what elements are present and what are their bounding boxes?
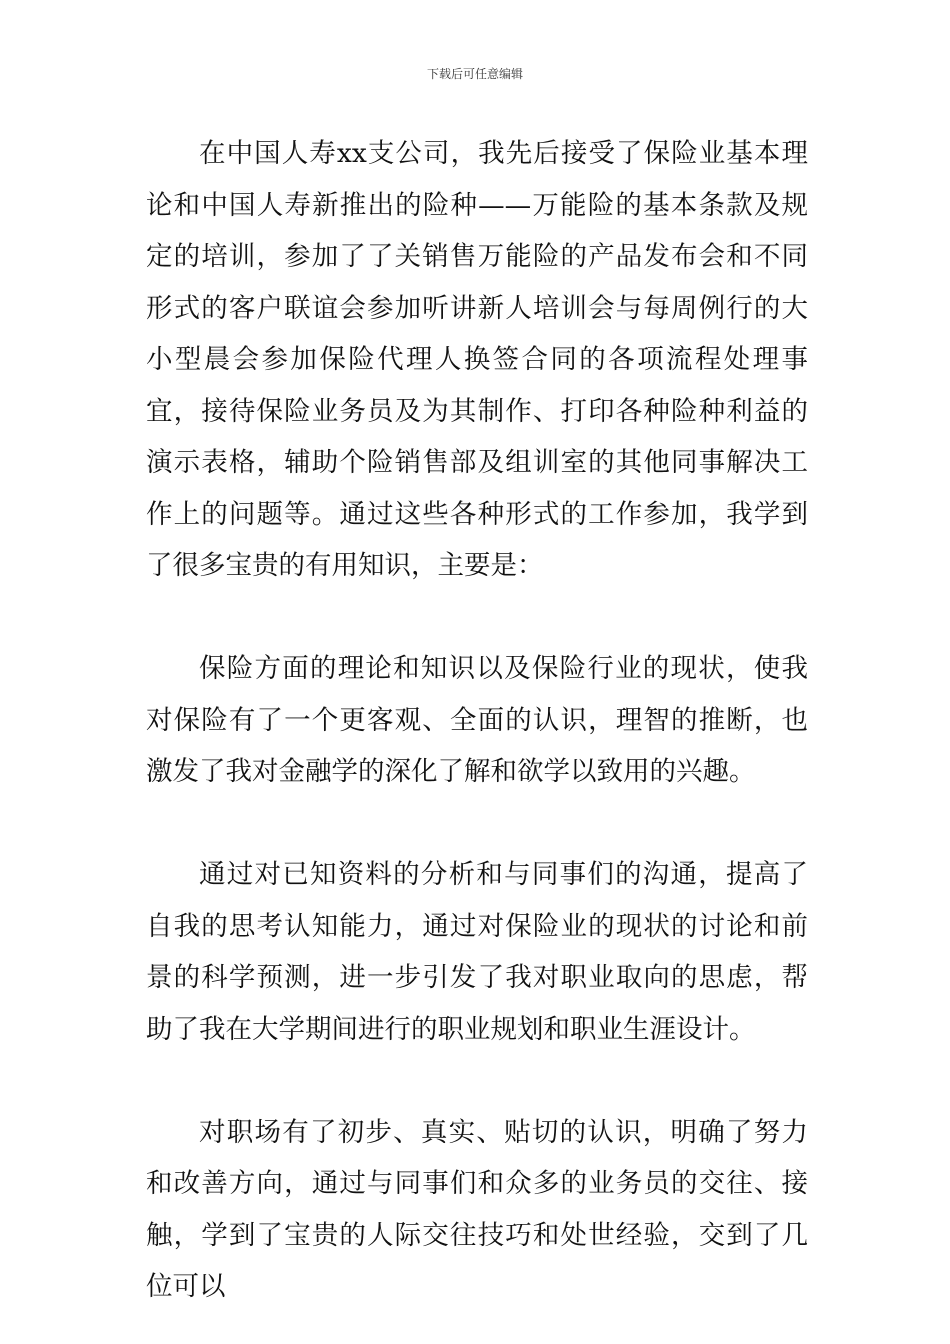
document-body bbox=[146, 128, 808, 1313]
page-header: 下载后可任意编辑 bbox=[426, 67, 523, 81]
paragraph-spacer bbox=[146, 592, 808, 644]
paragraph-training-experience: 在中国人寿xx支公司，我先后接受了保险业基本理论和中国人寿新推出的险种——万能险的基本条款及规定的培训，参加了了关销售万能险的产品发布会和不同形式的客户联谊会参加听讲新人培训会与每周例行的大小型晨会参加保险代理人换签合同的各项流程处理事宜，接待保险业务员及为其制作、打印各种险种利益的演示表格，辅助个险销售部及组训室的其他同事解决工作上的问题等。通过这些各种形式的工作参加，我学到了很多宝贵的有用知识，主要是： bbox=[146, 138, 808, 581]
paragraph-thinking-ability: 通过对已知资料的分析和与同事们的沟通，提高了自我的思考认知能力，通过对保险业的现状的讨论和前景的科学预测，进一步引发了我对职业取向的思虑，帮助了我在大学期间进行的职业规划和职业生涯设计。 bbox=[146, 859, 808, 1045]
paragraph-spacer bbox=[146, 798, 808, 850]
paragraph-workplace-understanding: 对职场有了初步、真实、贴切的认识，明确了努力和改善方向，通过与同事们和众多的业务员的交往、接触，学到了宝贵的人际交往技巧和处世经验，交到了几位可以 bbox=[146, 1116, 808, 1302]
paragraph-spacer bbox=[146, 1055, 808, 1107]
paragraph-insurance-knowledge: 保险方面的理论和知识以及保险行业的现状，使我对保险有了一个更客观、全面的认识，理智的推断，也激发了我对金融学的深化了解和欲学以致用的兴趣。 bbox=[146, 653, 808, 787]
